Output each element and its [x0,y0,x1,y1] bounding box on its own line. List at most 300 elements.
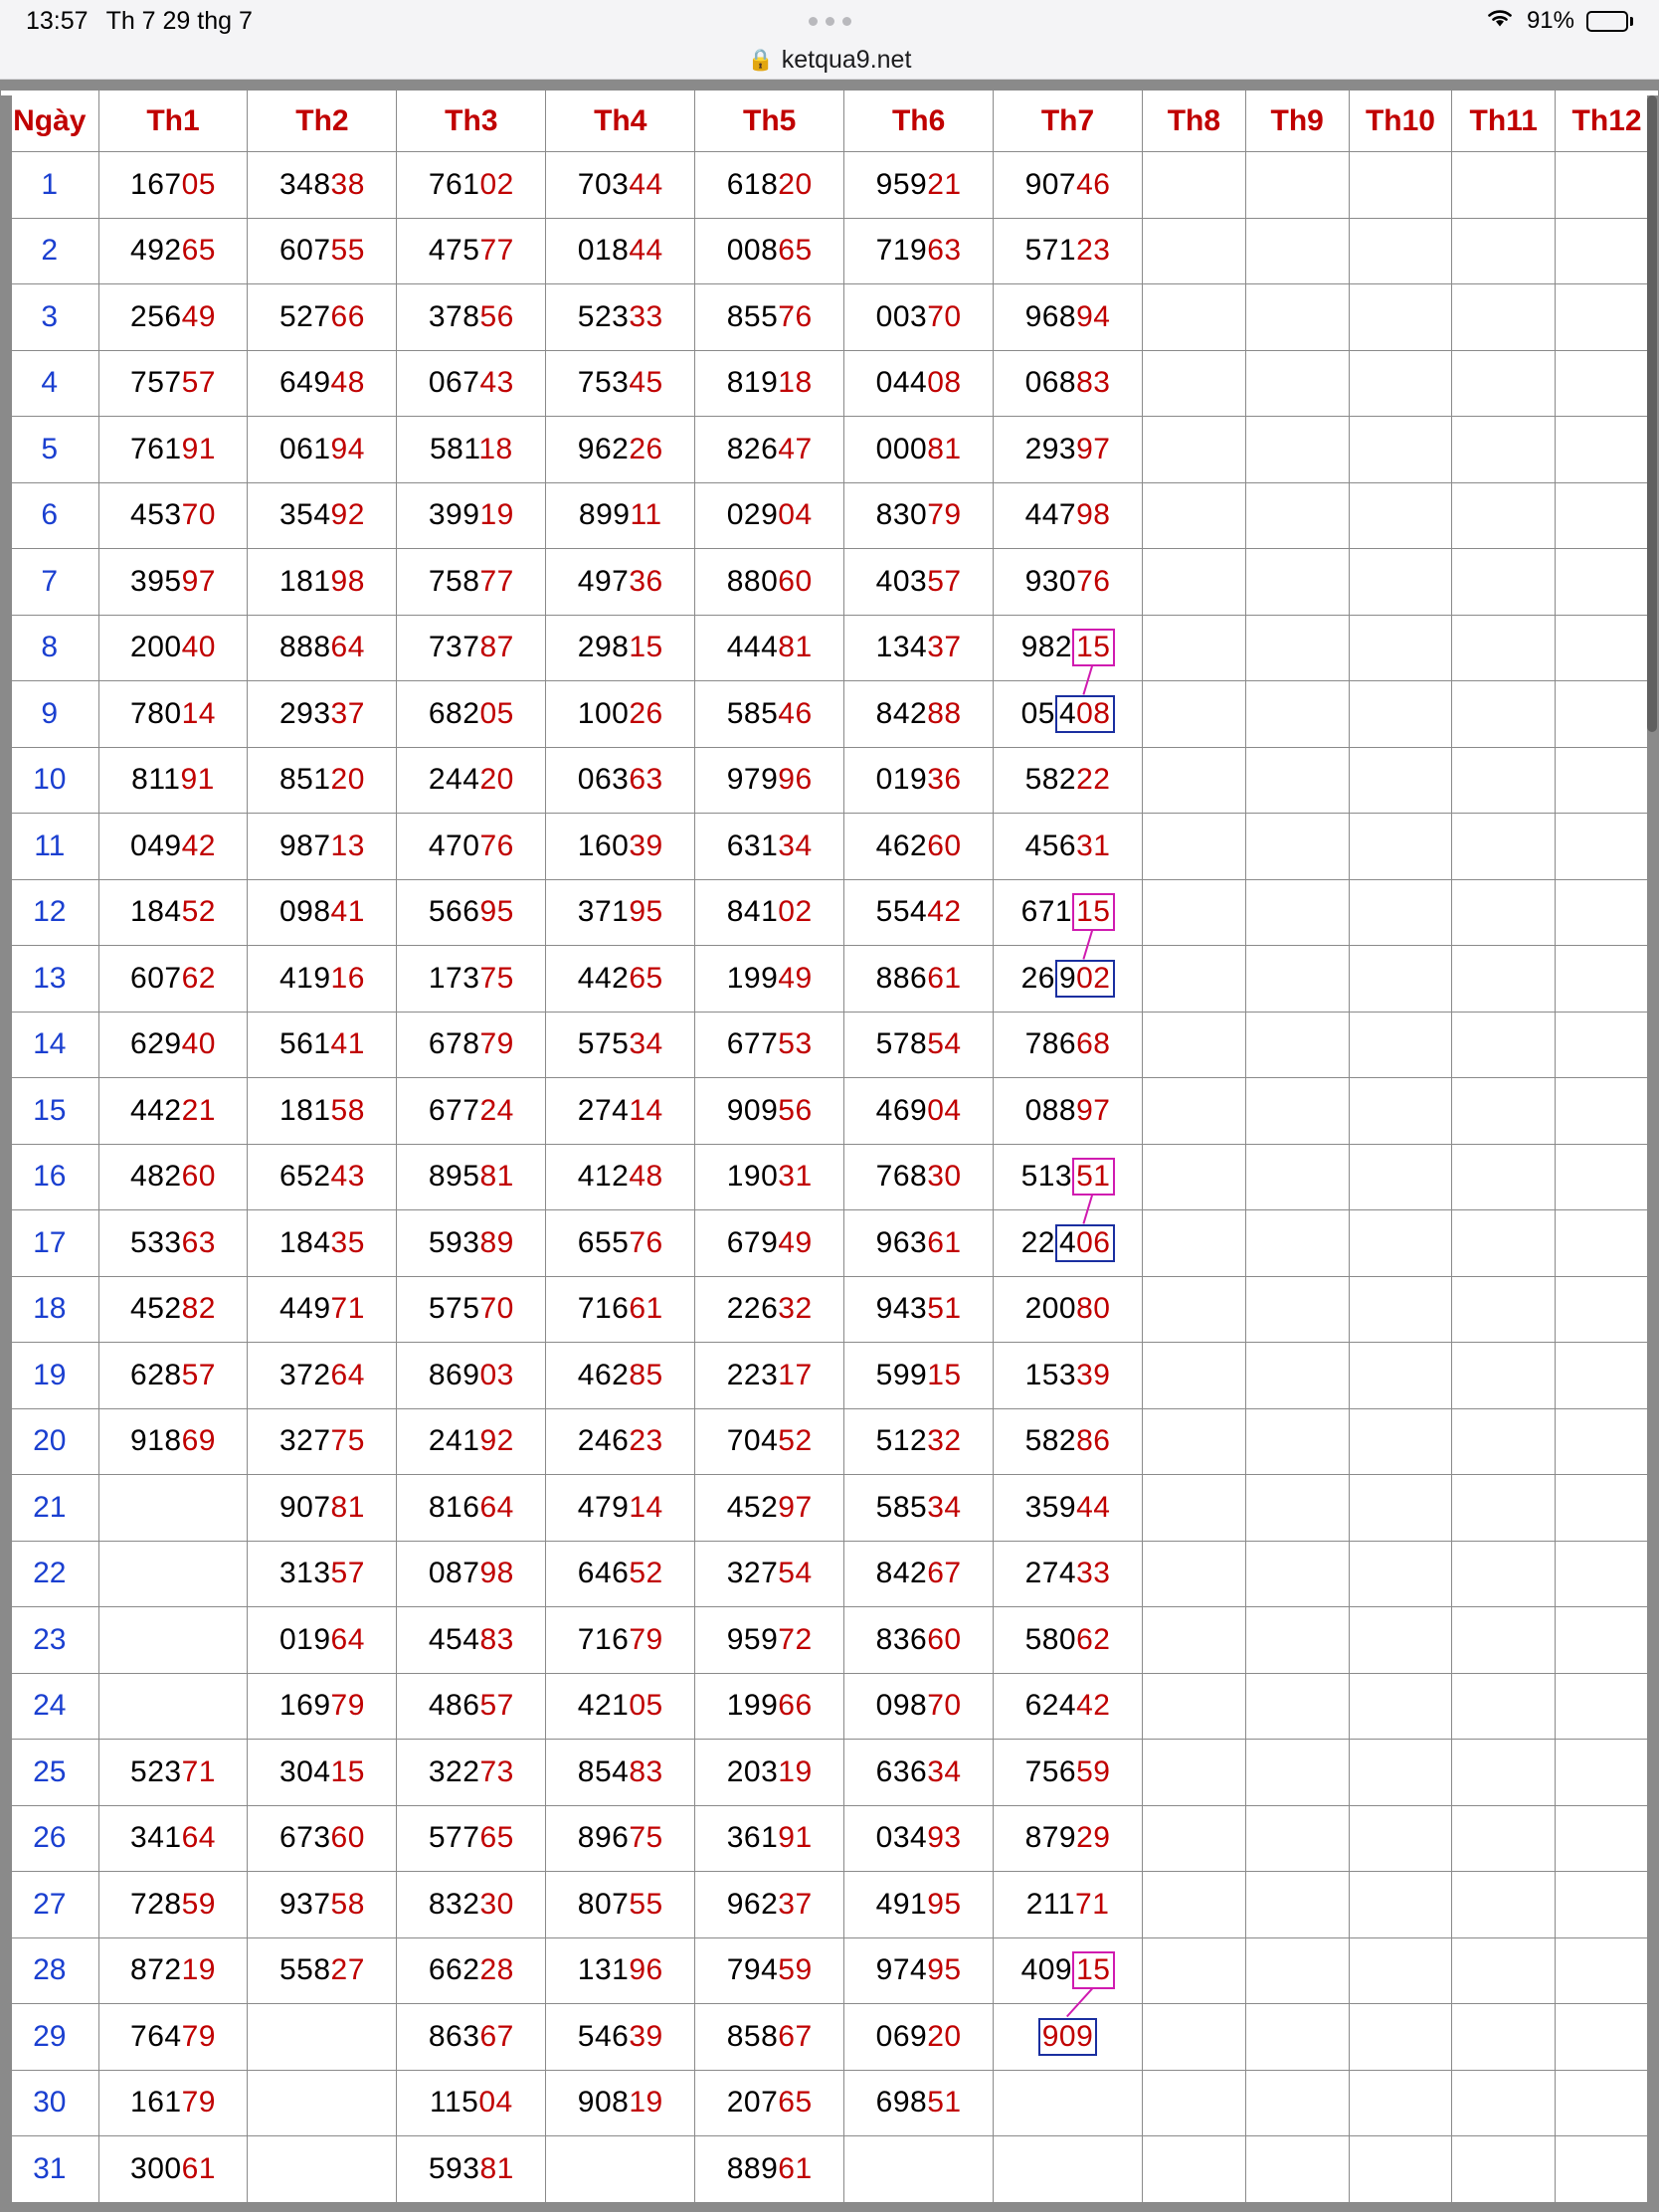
result-cell[interactable] [1556,549,1659,616]
result-cell[interactable] [1452,1276,1556,1343]
result-cell[interactable] [1556,1210,1659,1277]
result-cell[interactable] [1245,747,1349,814]
result-cell[interactable] [695,350,844,417]
result-cell[interactable] [695,1937,844,2004]
result-cell[interactable] [1556,284,1659,351]
result-cell[interactable] [1245,417,1349,483]
result-cell[interactable] [1349,814,1452,880]
result-cell[interactable] [1143,417,1246,483]
result-cell[interactable] [1452,747,1556,814]
result-cell[interactable] [248,946,397,1013]
result-cell[interactable] [695,2004,844,2071]
result-cell[interactable] [1143,946,1246,1013]
result-cell[interactable] [1245,284,1349,351]
result-cell[interactable] [98,1607,248,1674]
result-cell[interactable] [546,152,695,219]
result-cell[interactable] [397,615,546,681]
result-cell[interactable] [1245,1673,1349,1740]
result-cell[interactable] [1452,1408,1556,1475]
result-cell[interactable] [1143,1740,1246,1806]
result-cell[interactable] [994,946,1143,1013]
result-cell[interactable] [98,218,248,284]
result-cell[interactable] [546,1740,695,1806]
result-cell[interactable] [546,350,695,417]
result-cell[interactable] [844,1740,994,1806]
result-cell[interactable] [1143,1078,1246,1145]
result-cell[interactable] [1452,350,1556,417]
result-cell[interactable] [994,549,1143,616]
result-cell[interactable] [397,946,546,1013]
result-cell[interactable] [844,681,994,748]
result-cell[interactable] [397,1408,546,1475]
result-cell[interactable] [397,1475,546,1542]
result-cell[interactable] [1452,1475,1556,1542]
result-cell[interactable] [248,1673,397,1740]
result-cell[interactable] [994,747,1143,814]
result-cell[interactable] [695,482,844,549]
result-cell[interactable] [248,1210,397,1277]
result-cell[interactable] [994,615,1143,681]
result-cell[interactable] [248,747,397,814]
result-cell[interactable] [695,747,844,814]
result-cell[interactable] [1245,1872,1349,1938]
result-cell[interactable] [1349,284,1452,351]
result-cell[interactable] [98,1276,248,1343]
result-cell[interactable] [98,879,248,946]
result-cell[interactable] [1143,482,1246,549]
result-cell[interactable] [1349,1937,1452,2004]
result-cell[interactable] [695,1673,844,1740]
result-cell[interactable] [1245,1343,1349,1409]
result-cell[interactable] [1349,1673,1452,1740]
result-cell[interactable] [546,2136,695,2203]
result-cell[interactable] [1349,2070,1452,2136]
result-cell[interactable] [1556,1937,1659,2004]
result-cell[interactable] [1245,681,1349,748]
result-cell[interactable] [844,284,994,351]
result-cell[interactable] [1349,1805,1452,1872]
result-cell[interactable] [546,946,695,1013]
result-cell[interactable] [1143,1343,1246,1409]
result-cell[interactable] [994,1276,1143,1343]
result-cell[interactable] [1452,1078,1556,1145]
result-cell[interactable] [994,1408,1143,1475]
result-cell[interactable] [695,1276,844,1343]
result-cell[interactable] [1245,1210,1349,1277]
result-cell[interactable] [1556,218,1659,284]
result-cell[interactable] [1349,1343,1452,1409]
result-cell[interactable] [994,1078,1143,1145]
result-cell[interactable] [1556,482,1659,549]
result-cell[interactable] [1349,1078,1452,1145]
result-cell[interactable] [248,814,397,880]
result-cell[interactable] [546,1276,695,1343]
result-cell[interactable] [695,1078,844,1145]
result-cell[interactable] [397,2004,546,2071]
result-cell[interactable] [248,2004,397,2071]
result-cell[interactable] [844,1937,994,2004]
result-cell[interactable] [98,1343,248,1409]
result-cell[interactable] [1143,1937,1246,2004]
result-cell[interactable] [844,1607,994,1674]
result-cell[interactable] [994,350,1143,417]
result-cell[interactable] [397,1210,546,1277]
result-cell[interactable] [397,1276,546,1343]
result-cell[interactable] [1143,1144,1246,1210]
result-cell[interactable] [546,1937,695,2004]
result-cell[interactable] [1349,1144,1452,1210]
result-cell[interactable] [248,2070,397,2136]
result-cell[interactable] [98,1078,248,1145]
result-cell[interactable] [844,2070,994,2136]
result-cell[interactable] [1556,1276,1659,1343]
result-cell[interactable] [1556,615,1659,681]
result-cell[interactable] [98,2136,248,2203]
result-cell[interactable] [1143,879,1246,946]
result-cell[interactable] [98,152,248,219]
result-cell[interactable] [1452,1872,1556,1938]
result-cell[interactable] [1245,2070,1349,2136]
result-cell[interactable] [844,1012,994,1078]
result-cell[interactable] [1452,879,1556,946]
result-cell[interactable] [546,747,695,814]
result-cell[interactable] [695,152,844,219]
result-cell[interactable] [248,1541,397,1607]
result-cell[interactable] [248,1872,397,1938]
result-cell[interactable] [1452,284,1556,351]
result-cell[interactable] [844,1408,994,1475]
result-cell[interactable] [1245,946,1349,1013]
result-cell[interactable] [844,417,994,483]
result-cell[interactable] [1143,350,1246,417]
result-cell[interactable] [844,482,994,549]
more-dots-icon[interactable] [809,17,851,26]
result-cell[interactable] [695,1805,844,1872]
result-cell[interactable] [98,2004,248,2071]
result-cell[interactable] [695,1541,844,1607]
result-cell[interactable] [994,1343,1143,1409]
result-cell[interactable] [1452,681,1556,748]
result-cell[interactable] [1245,549,1349,616]
result-cell[interactable] [248,1805,397,1872]
result-cell[interactable] [844,152,994,219]
result-cell[interactable] [1349,1740,1452,1806]
result-cell[interactable] [546,1872,695,1938]
result-cell[interactable] [695,946,844,1013]
result-cell[interactable] [546,1673,695,1740]
result-cell[interactable] [1143,1210,1246,1277]
result-cell[interactable] [1556,747,1659,814]
result-cell[interactable] [1349,218,1452,284]
result-cell[interactable] [695,549,844,616]
result-cell[interactable] [1556,1740,1659,1806]
result-cell[interactable] [546,284,695,351]
result-cell[interactable] [248,1012,397,1078]
result-cell[interactable] [248,1475,397,1542]
result-cell[interactable] [397,152,546,219]
result-cell[interactable] [994,152,1143,219]
result-cell[interactable] [1452,814,1556,880]
result-cell[interactable] [994,284,1143,351]
result-cell[interactable] [1349,1012,1452,1078]
result-cell[interactable] [1452,1673,1556,1740]
result-cell[interactable] [397,1607,546,1674]
result-cell[interactable] [1556,350,1659,417]
result-cell[interactable] [397,2136,546,2203]
result-cell[interactable] [98,814,248,880]
result-cell[interactable] [1143,1012,1246,1078]
result-cell[interactable] [844,350,994,417]
result-cell[interactable] [397,1541,546,1607]
result-cell[interactable] [1452,1012,1556,1078]
result-cell[interactable] [1349,747,1452,814]
result-cell[interactable] [546,1210,695,1277]
result-cell[interactable] [1452,417,1556,483]
result-cell[interactable] [98,1937,248,2004]
result-cell[interactable] [98,1012,248,1078]
result-cell[interactable] [546,1607,695,1674]
result-cell[interactable] [397,1937,546,2004]
result-cell[interactable] [1143,747,1246,814]
result-cell[interactable] [994,1541,1143,1607]
result-cell[interactable] [397,482,546,549]
result-cell[interactable] [248,284,397,351]
result-cell[interactable] [1349,1276,1452,1343]
result-cell[interactable] [844,1673,994,1740]
result-cell[interactable] [397,549,546,616]
result-cell[interactable] [397,1343,546,1409]
result-cell[interactable] [248,549,397,616]
result-cell[interactable] [695,417,844,483]
result-cell[interactable] [1245,350,1349,417]
address-bar[interactable] [0,42,1659,80]
scrollbar-thumb[interactable] [1647,95,1657,732]
result-cell[interactable] [695,1210,844,1277]
result-cell[interactable] [1452,152,1556,219]
result-cell[interactable] [994,2070,1143,2136]
result-cell[interactable] [1556,1872,1659,1938]
result-cell[interactable] [1452,1144,1556,1210]
result-cell[interactable] [1349,549,1452,616]
result-cell[interactable] [1245,1740,1349,1806]
result-cell[interactable] [1245,152,1349,219]
result-cell[interactable] [994,681,1143,748]
result-cell[interactable] [546,681,695,748]
result-cell[interactable] [1556,1607,1659,1674]
result-cell[interactable] [248,2136,397,2203]
result-cell[interactable] [695,1607,844,1674]
result-cell[interactable] [98,350,248,417]
result-cell[interactable] [1452,1343,1556,1409]
result-cell[interactable] [695,814,844,880]
result-cell[interactable] [695,681,844,748]
result-cell[interactable] [1452,615,1556,681]
result-cell[interactable] [98,1740,248,1806]
result-cell[interactable] [1556,879,1659,946]
result-cell[interactable] [98,1541,248,1607]
result-cell[interactable] [248,218,397,284]
result-cell[interactable] [1452,1937,1556,2004]
result-cell[interactable] [1245,1276,1349,1343]
result-cell[interactable] [994,1872,1143,1938]
result-cell[interactable] [1556,681,1659,748]
result-cell[interactable] [1143,152,1246,219]
result-cell[interactable] [397,284,546,351]
result-cell[interactable] [695,1740,844,1806]
result-cell[interactable] [546,1343,695,1409]
result-cell[interactable] [1349,1408,1452,1475]
result-cell[interactable] [397,747,546,814]
result-cell[interactable] [397,350,546,417]
result-cell[interactable] [1556,1144,1659,1210]
result-cell[interactable] [844,549,994,616]
result-cell[interactable] [397,1805,546,1872]
result-cell[interactable] [1452,1210,1556,1277]
result-cell[interactable] [248,152,397,219]
result-cell[interactable] [994,2004,1143,2071]
result-cell[interactable] [695,1144,844,1210]
result-cell[interactable] [994,1012,1143,1078]
result-cell[interactable] [546,879,695,946]
result-cell[interactable] [1245,1607,1349,1674]
result-cell[interactable] [546,615,695,681]
result-cell[interactable] [844,1805,994,1872]
result-cell[interactable] [1245,1475,1349,1542]
result-cell[interactable] [1349,1607,1452,1674]
result-cell[interactable] [1143,1475,1246,1542]
result-cell[interactable] [844,879,994,946]
result-cell[interactable] [546,2004,695,2071]
result-cell[interactable] [1143,1805,1246,1872]
result-cell[interactable] [1349,1475,1452,1542]
result-cell[interactable] [844,1144,994,1210]
result-cell[interactable] [397,1740,546,1806]
result-cell[interactable] [397,218,546,284]
result-cell[interactable] [98,1408,248,1475]
result-cell[interactable] [994,1475,1143,1542]
result-cell[interactable] [1349,1210,1452,1277]
result-cell[interactable] [248,1078,397,1145]
result-cell[interactable] [248,681,397,748]
result-cell[interactable] [1349,417,1452,483]
result-cell[interactable] [1452,1607,1556,1674]
result-cell[interactable] [248,417,397,483]
result-cell[interactable] [546,1408,695,1475]
result-cell[interactable] [1245,1078,1349,1145]
result-cell[interactable] [994,417,1143,483]
result-cell[interactable] [1245,879,1349,946]
result-cell[interactable] [1143,814,1246,880]
result-cell[interactable] [994,1144,1143,1210]
result-cell[interactable] [1245,615,1349,681]
result-cell[interactable] [1556,2070,1659,2136]
result-cell[interactable] [1556,1343,1659,1409]
result-cell[interactable] [248,615,397,681]
result-cell[interactable] [844,946,994,1013]
result-cell[interactable] [248,1408,397,1475]
result-cell[interactable] [844,814,994,880]
result-cell[interactable] [994,482,1143,549]
result-cell[interactable] [546,1012,695,1078]
result-cell[interactable] [1143,2136,1246,2203]
result-cell[interactable] [1245,1408,1349,1475]
result-cell[interactable] [1143,1673,1246,1740]
result-cell[interactable] [994,1740,1143,1806]
result-cell[interactable] [1556,946,1659,1013]
result-cell[interactable] [1452,218,1556,284]
result-cell[interactable] [844,1475,994,1542]
result-cell[interactable] [1349,2136,1452,2203]
result-cell[interactable] [98,1872,248,1938]
result-cell[interactable] [98,549,248,616]
result-cell[interactable] [1143,1408,1246,1475]
result-cell[interactable] [994,1607,1143,1674]
result-cell[interactable] [397,1144,546,1210]
result-cell[interactable] [1349,946,1452,1013]
result-cell[interactable] [1143,1276,1246,1343]
result-cell[interactable] [1143,218,1246,284]
result-cell[interactable] [844,2004,994,2071]
result-cell[interactable] [397,879,546,946]
result-cell[interactable] [1143,1607,1246,1674]
result-cell[interactable] [1143,549,1246,616]
result-cell[interactable] [98,1673,248,1740]
result-cell[interactable] [695,1408,844,1475]
result-cell[interactable] [844,1541,994,1607]
result-cell[interactable] [1245,1541,1349,1607]
result-cell[interactable] [1452,1740,1556,1806]
result-cell[interactable] [695,1475,844,1542]
result-cell[interactable] [248,1144,397,1210]
result-cell[interactable] [994,879,1143,946]
result-cell[interactable] [844,1276,994,1343]
result-cell[interactable] [695,2070,844,2136]
result-cell[interactable] [546,1078,695,1145]
result-cell[interactable] [248,1276,397,1343]
result-cell[interactable] [1245,1144,1349,1210]
result-cell[interactable] [397,2070,546,2136]
result-cell[interactable] [695,615,844,681]
result-cell[interactable] [1245,1805,1349,1872]
result-cell[interactable] [1556,417,1659,483]
result-cell[interactable] [1556,1541,1659,1607]
result-cell[interactable] [1349,2004,1452,2071]
result-cell[interactable] [397,417,546,483]
result-cell[interactable] [1452,549,1556,616]
result-cell[interactable] [546,1541,695,1607]
result-cell[interactable] [844,1078,994,1145]
result-cell[interactable] [248,1937,397,2004]
result-cell[interactable] [397,814,546,880]
result-cell[interactable] [1452,2136,1556,2203]
result-cell[interactable] [1143,2070,1246,2136]
result-cell[interactable] [546,1144,695,1210]
result-cell[interactable] [1143,284,1246,351]
result-cell[interactable] [695,879,844,946]
result-cell[interactable] [1556,1078,1659,1145]
result-cell[interactable] [695,1012,844,1078]
result-cell[interactable] [1556,2004,1659,2071]
result-cell[interactable] [546,417,695,483]
result-cell[interactable] [695,284,844,351]
result-cell[interactable] [98,1210,248,1277]
result-cell[interactable] [1143,1541,1246,1607]
result-cell[interactable] [546,814,695,880]
result-cell[interactable] [1245,1937,1349,2004]
result-cell[interactable] [695,2136,844,2203]
result-cell[interactable] [1556,1408,1659,1475]
result-cell[interactable] [397,681,546,748]
